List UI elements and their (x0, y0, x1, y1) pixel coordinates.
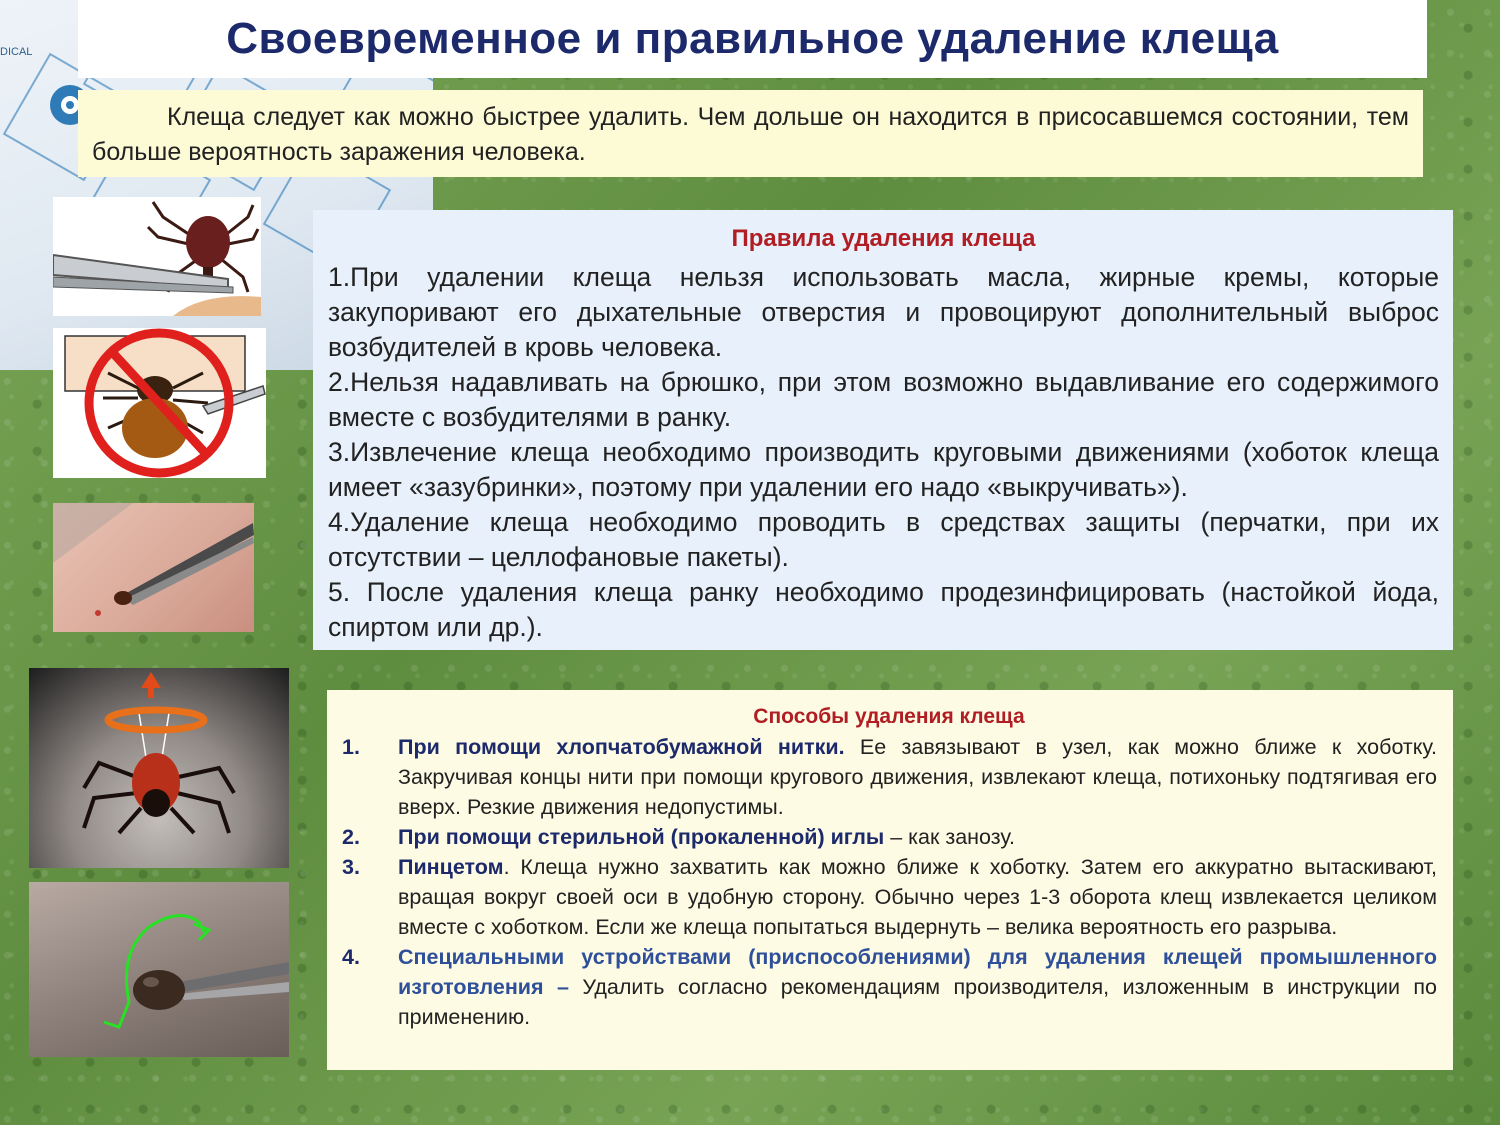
method-title: Специальными устройствами (приспособлениями) для удаления клещей промышленного изготовления – (398, 945, 1437, 999)
method-text (398, 852, 1437, 942)
methods-panel (327, 690, 1453, 1070)
rule-item: 3.Извлечение клеща необходимо производить круговыми движениями (хоботок клеща имеет «зазубринки», поэтому при удалении его надо «выкручивать»). (328, 437, 1439, 502)
method-text (398, 822, 1437, 852)
intro-box (78, 90, 1423, 177)
method-text (398, 732, 1437, 822)
method-item (341, 852, 1437, 942)
method-description: Удалить согласно рекомендациям производителя, изложенным в инструкции по применению. (398, 975, 1438, 1029)
method-title: Пинцетом (398, 855, 504, 879)
method-description: Ее завязывают в узел, как можно ближе к хоботку. Закручивая концы нити при помощи кругового движения, извлекают клеща, потихоньку подтягивая его вверх. Резкие движения недопустимы. (398, 735, 1437, 819)
method-title: При помощи стерильной (прокаленной) иглы (398, 825, 885, 849)
method-description: – как занозу. (884, 825, 1015, 849)
methods-heading: Способы удаления клеща (753, 705, 1025, 728)
intro-text: Клеща следует как можно быстрее удалить. Чем дольше он находится в присосавшемся состоянии, тем больше вероятность заражения человека. (92, 103, 1409, 166)
method-number: 3. (342, 855, 360, 879)
rules-panel (313, 210, 1453, 650)
rule-item: 5. После удаления клеща ранку необходимо продезинфицировать (настойкой йода, спиртом или др.). (328, 577, 1439, 642)
prohibited-tick-drawing (53, 328, 266, 478)
thread-method-photo (29, 668, 289, 868)
rules-heading: Правила удаления клеща (731, 225, 1036, 252)
method-title: При помощи хлопчатобумажной нитки. (398, 735, 845, 759)
tweezers-rotation-photo (29, 882, 289, 1057)
method-item (341, 732, 1437, 822)
title-bar (78, 0, 1427, 78)
page-title: Своевременное и правильное удаление клеща (226, 14, 1279, 63)
tweezers-skin-photo (53, 503, 254, 632)
method-item (341, 822, 1437, 852)
rule-item: 2.Нельзя надавливать на брюшко, при этом возможно выдавливание его содержимого вместе с возбудителями в ранку. (328, 367, 1439, 432)
rule-item: 4.Удаление клеща необходимо проводить в средствах защиты (перчатки, при их отсутствии – целлофановые пакеты). (328, 507, 1439, 572)
method-description: . Клеща нужно захватить как можно ближе к хоботку. Затем его аккуратно вытаскивают, вращая вокруг своей оси в удобную сторону. Обычно через 1-3 оборота клещ извлекается целиком вместе с хоботком. Если же клеща попытаться выдернуть – велика вероятность его разрыва. (398, 855, 1437, 939)
rule-item: 1.При удалении клеща нельзя использовать масла, жирные кремы, которые закупоривают его дыхательные отверстия и провоцируют дополнительный выброс возбудителей в кровь человека. (328, 262, 1439, 362)
background-label: DICAL (0, 46, 33, 58)
method-item (341, 942, 1437, 1032)
tick-tweezers-drawing (53, 197, 261, 316)
method-number: 4. (342, 945, 360, 969)
method-text (398, 942, 1437, 1032)
method-number: 1. (342, 735, 360, 759)
method-number: 2. (342, 825, 360, 849)
